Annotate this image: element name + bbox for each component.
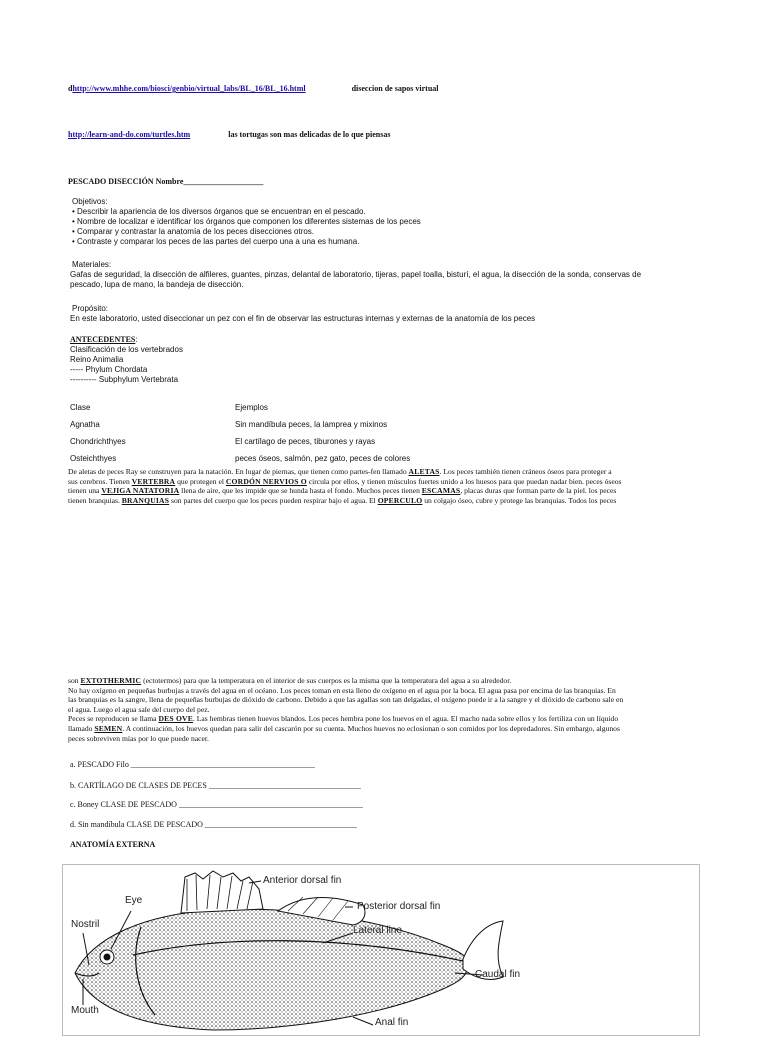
purpose-section xyxy=(70,304,535,324)
para-text: tienen branquias. xyxy=(68,495,122,505)
header-line-2 xyxy=(68,130,390,139)
label-nostril: Nostril xyxy=(71,919,100,930)
class-examples: Sin mandíbula peces, la lamprea y mixinos xyxy=(235,420,388,429)
materials-section xyxy=(70,260,730,290)
answer-blank[interactable]: ______________________________________________ xyxy=(130,760,315,769)
fish-diagram xyxy=(62,864,700,1036)
label-posterior-dorsal-fin: Posterior dorsal fin xyxy=(357,901,441,912)
question-text: c. Boney CLASE DE PESCADO xyxy=(70,800,179,809)
para-text: (ectotermos) para que la temperatura en el interior de sus cuerpos es la misma que la temperatura del agua a su alrededor. xyxy=(141,676,512,685)
para-text: . Los peces también tienen cráneos óseos para proteger a xyxy=(439,467,612,476)
para-text: un colgajo óseo, cubre y protege las branquias. Todos los peces xyxy=(422,495,617,505)
answer-blank[interactable]: ______________________________________ xyxy=(208,781,361,790)
objective-item: • Nombre de localizar e identificar los órganos que componen los diferentes sistemas de los peces xyxy=(72,217,421,226)
background-line: ---------- Subphylum Vertebrata xyxy=(70,375,179,384)
title-heading: PESCADO DISECCIÓN Nombre xyxy=(68,177,184,186)
para-text: No hay oxígeno en pequeñas burbujas a través del agua en el océano. Los peces toman en esta lleno de oxígeno en el agua por la boca. El agua pasa por encima de las branquias. En xyxy=(68,685,616,695)
background-line: Reino Animalia xyxy=(70,355,124,364)
link2-description: las tortugas son mas delicadas de lo que piensas xyxy=(228,130,391,139)
paragraph-physiology xyxy=(68,676,708,743)
keyword-cordon-nervioso: CORDÓN NERVIOS O xyxy=(225,476,307,486)
label-anterior-dorsal-fin: Anterior dorsal fin xyxy=(263,875,342,886)
para-text: son partes del cuerpo que los peces pueden respirar bajo el agua. El xyxy=(169,495,378,505)
objective-item: • Contraste y comparar los peces de las partes del cuerpo una a una es humana. xyxy=(72,237,360,246)
para-text: circula por ellos, y tienen músculos fuertes unido a los huesos para que puedan nadar bien. peces óseos xyxy=(306,476,622,486)
background-line: ----- Phylum Chordata xyxy=(70,365,148,374)
class-examples: El cartílago de peces, tiburones y rayas xyxy=(235,437,376,446)
purpose-label: Propósito: xyxy=(72,304,109,313)
virtual-lab-link[interactable]: http://www.mhhe.com/biosci/genbio/virtual_labs/BL_16/BL_16.html xyxy=(72,84,306,93)
header-line-1 xyxy=(68,84,439,93)
class-name: Osteichthyes xyxy=(70,454,117,463)
keyword-extothermic: EXTOTHERMIC xyxy=(80,676,142,685)
materials-line-1: Gafas de seguridad, la disección de alfileres, guantes, pinzas, delantal de laboratorio, tijeras, papel toalla, bisturí, el agua, la disección de la sonda, conservas de xyxy=(70,270,642,279)
para-text: tienen una xyxy=(68,486,102,496)
turtles-link[interactable]: http://learn-and-do.com/turtles.htm xyxy=(68,130,191,139)
keyword-aletas: ALETAS xyxy=(408,467,440,476)
para-text: , placas duras que forman parte de la piel. los peces xyxy=(460,486,617,496)
para-text: que protegen el xyxy=(175,476,226,486)
answer-blank[interactable]: ______________________________________________ xyxy=(178,800,363,809)
para-text: llena de aire, que les impide que se hunda hasta el fondo. Muchos peces tienen xyxy=(179,486,422,496)
question-text: d. Sin mandíbula CLASE DE PESCADO xyxy=(70,820,205,829)
keyword-branquias: BRANQUIAS xyxy=(121,495,170,505)
para-text: son xyxy=(68,676,81,685)
answer-blank[interactable]: ______________________________________ xyxy=(204,820,357,829)
name-blank: ____________________ xyxy=(183,177,264,186)
label-mouth: Mouth xyxy=(71,1005,99,1016)
para-text: el agua. Luego el agua sale del cuerpo del pez. xyxy=(68,704,210,714)
keyword-vejiga-natatoria: VEJIGA NATATORIA xyxy=(101,486,180,496)
keyword-operculo: OPERCULO xyxy=(377,495,423,505)
materials-label: Materiales: xyxy=(72,260,112,269)
para-text: peces sobreviven mías por lo que puede nacer. xyxy=(68,733,209,743)
background-colon: : xyxy=(135,335,138,344)
para-text: sus cerebros. Tienen xyxy=(68,476,132,486)
class-examples: peces óseos, salmón, pez gato, peces de colores xyxy=(235,454,411,463)
para-text: De aletas de peces Ray se construyen para la natación. En lugar de piernas, que tienen como partes-fen llamado xyxy=(68,467,409,476)
para-text: las branquias es la sangre, llena de pequeñas burbujas de dióxido de carbono. Debido a que las agallas son tan delgadas, el oxígeno puede ir a la sangre y el dióxido de carbono sale en xyxy=(68,695,624,705)
objectives-section xyxy=(72,197,421,247)
keyword-vertebra: VERTEBRA xyxy=(131,476,176,486)
materials-line-2: pescado, lupa de mano, la bandeja de disección. xyxy=(70,280,244,289)
label-lateral-line: Lateral line xyxy=(353,925,402,936)
purpose-text: En este laboratorio, usted diseccionar un pez con el fin de observar las estructuras internas y externas de la anatomía de los peces xyxy=(70,314,536,323)
para-text: . A continuación, los huevos quedan para salir del cascarón por su cuenta. Muchos huevos no eclosionan o son comidos por los depredadores. Sin embargo, algunos xyxy=(122,723,620,733)
fish-body xyxy=(75,909,468,1030)
objective-item: • Comparar y contrastar la anatomía de los peces disecciones otros. xyxy=(72,227,315,236)
question-text: a. PESCADO Filo xyxy=(70,760,131,769)
fish-illustration xyxy=(63,865,699,1035)
question-text: b. CARTÍLAGO DE CLASES DE PECES xyxy=(70,781,209,790)
background-section xyxy=(70,335,183,385)
question-d xyxy=(70,820,357,829)
objective-item: • Describir la apariencia de los diversos órganos que se encuentran en el pescado. xyxy=(72,207,366,216)
para-text: Peces se reproducen se llama xyxy=(68,714,159,724)
page-title xyxy=(68,177,263,186)
class-name: Chondrichthyes xyxy=(70,437,126,446)
para-text: llamado xyxy=(68,723,95,733)
label-eye: Eye xyxy=(125,895,143,906)
class-name: Agnatha xyxy=(70,420,100,429)
external-anatomy-heading: ANATOMÍA EXTERNA xyxy=(70,840,156,849)
background-line: Clasificación de los vertebrados xyxy=(70,345,183,354)
keyword-semen: SEMEN xyxy=(94,723,123,733)
background-label: ANTECEDENTES xyxy=(70,335,136,344)
question-b xyxy=(70,781,361,790)
question-c xyxy=(70,800,363,809)
keyword-escamas: ESCAMAS xyxy=(421,486,461,496)
link1-description: diseccion de sapos virtual xyxy=(351,84,439,93)
link1-prefix: d xyxy=(68,84,73,93)
class-header: Clase xyxy=(70,403,91,412)
keyword-desove: DES OVE xyxy=(158,714,193,724)
paragraph-anatomy xyxy=(68,467,708,505)
label-anal-fin: Anal fin xyxy=(375,1017,409,1028)
label-caudal-fin: Caudal fin xyxy=(475,969,521,980)
objectives-label: Objetivos: xyxy=(72,197,108,206)
para-text: . Las hembras tienen huevos blandos. Los peces hembra pone los huevos en el agua. El macho nada sobre ellos y los fertiliza con un líquido xyxy=(193,714,619,724)
question-a xyxy=(70,760,315,769)
examples-header: Ejemplos xyxy=(235,403,268,412)
